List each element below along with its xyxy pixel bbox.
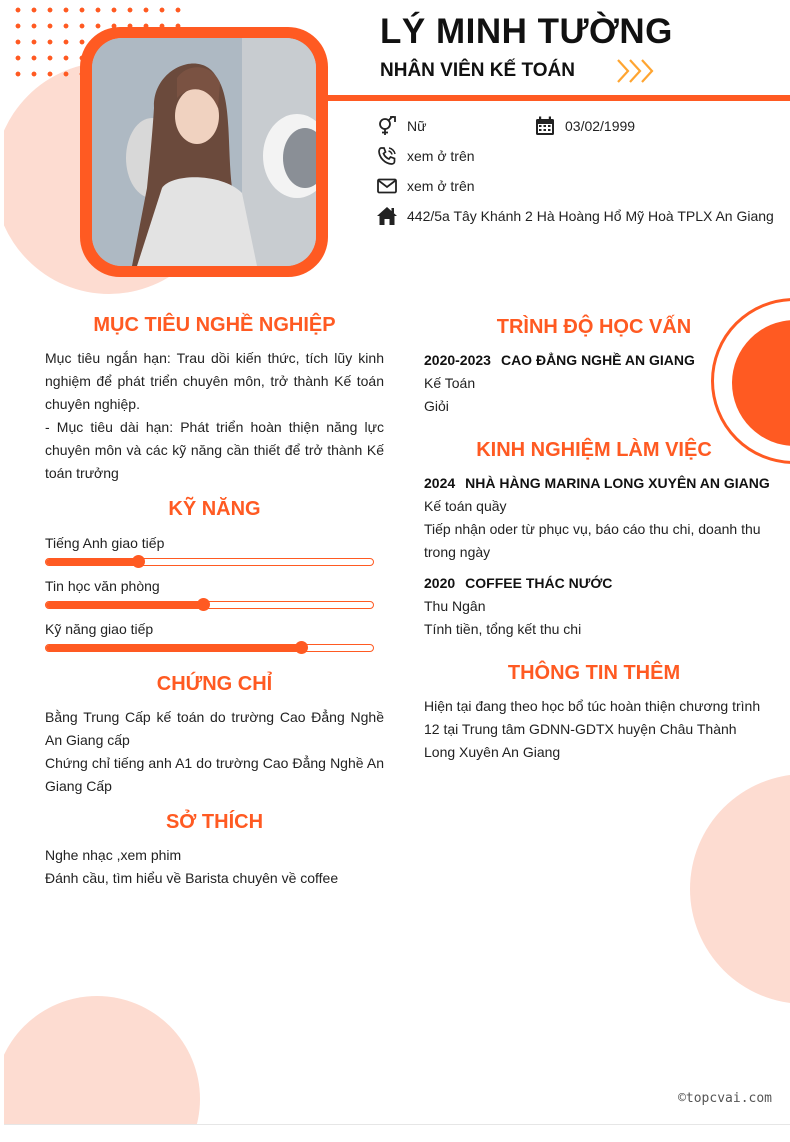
education-grade: Giỏi <box>424 398 449 414</box>
address-row <box>376 205 774 227</box>
skill-bar <box>45 558 374 566</box>
experience-position: Kế toán quầy <box>424 498 507 514</box>
email-row <box>376 175 475 197</box>
career-goal-section <box>45 347 384 485</box>
career-goal-long-term: - Mục tiêu dài hạn: Phát triển hoàn thiện năng lực chuyên môn và các kỹ năng cần thiết để trở thành Kế toán trưởng <box>45 419 384 481</box>
education-entry-header <box>424 352 695 368</box>
avatar-frame <box>80 27 328 277</box>
skill-bar-knob <box>132 555 145 568</box>
experience-year: 2020 <box>424 575 456 591</box>
skill-bar-fill <box>46 645 301 651</box>
career-goal-short-term: Mục tiêu ngắn hạn: Trau dồi kiến thức, tích lũy kinh nghiệm để phát triển chuyên môn, trở thành Kế toán chuyên nghiệp. <box>45 350 384 412</box>
calendar-icon <box>534 115 556 137</box>
skills-title: KỸ NĂNG <box>168 498 261 520</box>
gender-icon <box>376 115 398 137</box>
skill-bar <box>45 601 374 609</box>
certificate-item: Chứng chỉ tiếng anh A1 do trường Cao Đẳng Nghề An Giang Cấp <box>45 755 384 794</box>
decor-circle-bottom-right <box>690 774 790 1004</box>
skill-bar-knob <box>295 641 308 654</box>
career-goal-title: MỤC TIÊU NGHỀ NGHIỆP <box>93 314 336 336</box>
skill-label: Kỹ năng giao tiếp <box>45 621 154 637</box>
skill-bar-fill <box>46 559 138 565</box>
chevrons-icon <box>616 57 658 90</box>
gender-row <box>376 115 426 137</box>
certificates-list <box>45 706 384 798</box>
hobbies-list <box>45 844 384 890</box>
additional-info-text: Hiện tại đang theo học bổ túc hoàn thiện chương trình 12 tại Trung tâm GDNN-GDTX huyện Châu Thành Long Xuyên An Giang <box>424 698 761 760</box>
skill-bar <box>45 644 374 652</box>
experience-details <box>424 495 769 564</box>
experience-company: COFFEE THÁC NƯỚC <box>465 575 613 591</box>
home-icon <box>376 205 398 227</box>
education-major: Kế Toán <box>424 375 476 391</box>
dob-value: 03/02/1999 <box>565 118 636 134</box>
address-value: 442/5a Tây Khánh 2 Hà Hoàng Hổ Mỹ Hoà TPLX An Giang <box>407 208 774 224</box>
skill-label: Tiếng Anh giao tiếp <box>45 535 165 551</box>
experience-year: 2024 <box>424 475 456 491</box>
skill-bar-fill <box>46 602 203 608</box>
experience-description: Tiếp nhận oder từ phục vụ, báo cáo thu chi, doanh thu trong ngày <box>424 521 761 560</box>
education-school: CAO ĐẲNG NGHỀ AN GIANG <box>500 352 695 368</box>
decor-circle-bottom-left <box>4 996 200 1125</box>
certificates-title: CHỨNG CHỈ <box>156 673 273 695</box>
cv-page <box>4 0 790 1125</box>
skill-label: Tin học văn phòng <box>45 578 160 594</box>
job-title: NHÂN VIÊN KẾ TOÁN <box>380 60 575 81</box>
email-icon <box>376 175 398 197</box>
avatar <box>92 38 316 266</box>
additional-info-title: THÔNG TIN THÊM <box>507 662 681 684</box>
skill-bar-knob <box>197 598 210 611</box>
experience-entry-header <box>424 475 770 491</box>
education-title: TRÌNH ĐỘ HỌC VẤN <box>496 316 692 338</box>
phone-value: xem ở trên <box>407 148 475 164</box>
dob-row <box>534 115 635 137</box>
watermark: ©topcvai.com <box>678 1091 772 1106</box>
experience-title: KINH NGHIỆM LÀM VIỆC <box>476 439 712 461</box>
education-details <box>424 372 764 418</box>
hobby-item: Đánh cầu, tìm hiểu về Barista chuyên về coffee <box>45 870 339 886</box>
experience-entry-header <box>424 575 612 591</box>
email-value: xem ở trên <box>407 178 475 194</box>
experience-description: Tính tiền, tổng kết thu chi <box>424 621 582 637</box>
certificate-item: Bằng Trung Cấp kế toán do trường Cao Đẳng Nghề An Giang cấp <box>45 709 384 748</box>
phone-row <box>376 145 475 167</box>
experience-details <box>424 595 769 641</box>
header-divider <box>328 95 790 101</box>
gender-value: Nữ <box>407 118 427 134</box>
education-years: 2020-2023 <box>424 352 491 368</box>
hobbies-title: SỞ THÍCH <box>165 811 264 833</box>
experience-position: Thu Ngân <box>424 598 486 614</box>
avatar-photo <box>92 38 316 266</box>
phone-icon <box>376 145 398 167</box>
experience-company: NHÀ HÀNG MARINA LONG XUYÊN AN GIANG <box>465 475 770 491</box>
candidate-name: LÝ MINH TƯỜNG <box>380 12 673 51</box>
hobby-item: Nghe nhạc ,xem phim <box>45 847 182 863</box>
